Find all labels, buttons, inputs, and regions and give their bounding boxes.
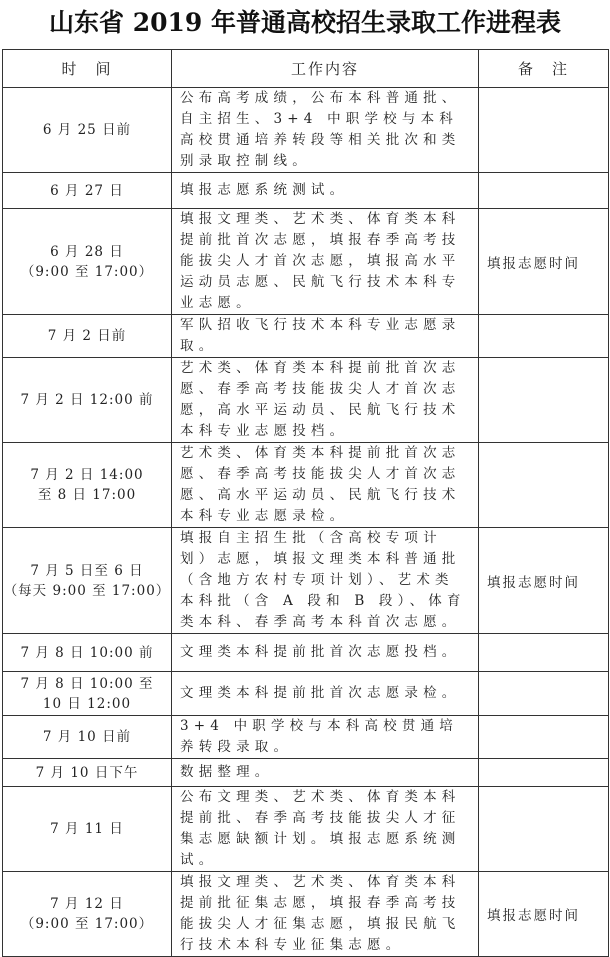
time-cell: 7 月 8 日 10:00 前 — [3, 634, 172, 672]
table-row — [3, 209, 609, 315]
work-content-cell: 数据整理。 — [172, 759, 479, 787]
table-row — [3, 634, 609, 672]
time-cell: 7 月 8 日 10:00 至 10 日 12:00 — [3, 672, 172, 716]
table-row — [3, 173, 609, 209]
note-cell — [479, 787, 609, 872]
note-cell: 填报志愿时间 — [479, 528, 609, 634]
page-title: 山东省 2019 年普通高校招生录取工作进程表 — [49, 8, 561, 37]
table-row — [3, 759, 609, 787]
work-content-cell: 填报文理类、艺术类、体育类本科提前批首次志愿，填报春季高考技能拔尖人才首次志愿，填报高水平运动员志愿、民航飞行技术本科专业志愿。 — [172, 209, 479, 315]
work-content-cell: 公布高考成绩，公布本科普通批、自主招生、3+4 中职学校与本科高校贯通培养转段等相关批次和类别录取控制线。 — [172, 88, 479, 173]
table-row — [3, 315, 609, 358]
work-content-cell: 军队招收飞行技术本科专业志愿录取。 — [172, 315, 479, 358]
time-cell: 7 月 5 日至 6 日 （每天 9:00 至 17:00） — [3, 528, 172, 634]
note-cell: 填报志愿时间 — [479, 209, 609, 315]
note-cell — [479, 634, 609, 672]
table-row — [3, 358, 609, 443]
header-time: 时 间 — [3, 50, 172, 88]
time-cell: 7 月 2 日 12:00 前 — [3, 358, 172, 443]
time-cell: 7 月 11 日 — [3, 787, 172, 872]
time-cell: 6 月 27 日 — [3, 173, 172, 209]
time-cell: 7 月 2 日 14:00 至 8 日 17:00 — [3, 443, 172, 528]
time-cell: 7 月 2 日前 — [3, 315, 172, 358]
note-cell: 填报志愿时间 — [479, 872, 609, 957]
note-cell — [479, 173, 609, 209]
table-row — [3, 716, 609, 759]
time-cell: 7 月 10 日前 — [3, 716, 172, 759]
work-content-cell: 填报志愿系统测试。 — [172, 173, 479, 209]
table-row — [3, 443, 609, 528]
admission-schedule-table — [2, 49, 609, 957]
note-cell — [479, 759, 609, 787]
work-content-cell: 3+4 中职学校与本科高校贯通培养转段录取。 — [172, 716, 479, 759]
time-cell: 6 月 25 日前 — [3, 88, 172, 173]
table-row — [3, 528, 609, 634]
work-content-cell: 填报文理类、艺术类、体育类本科提前批征集志愿，填报春季高考技能拔尖人才征集志愿，填报民航飞行技术本科专业征集志愿。 — [172, 872, 479, 957]
table-row — [3, 872, 609, 957]
work-content-cell: 填报自主招生批（含高校专项计划）志愿，填报文理类本科普通批（含地方农村专项计划）、艺术类本科批（含 A 段和 B 段）、体育类本科、春季高考本科首次志愿。 — [172, 528, 479, 634]
work-content-cell: 文理类本科提前批首次志愿录检。 — [172, 672, 479, 716]
note-cell — [479, 358, 609, 443]
note-cell — [479, 88, 609, 173]
work-content-cell: 文理类本科提前批首次志愿投档。 — [172, 634, 479, 672]
time-cell: 7 月 12 日 （9:00 至 17:00） — [3, 872, 172, 957]
time-cell: 7 月 10 日下午 — [3, 759, 172, 787]
time-cell: 6 月 28 日 （9:00 至 17:00） — [3, 209, 172, 315]
table-row — [3, 88, 609, 173]
note-cell — [479, 716, 609, 759]
note-cell — [479, 672, 609, 716]
header-note: 备 注 — [479, 50, 609, 88]
note-cell — [479, 443, 609, 528]
header-work: 工作内容 — [172, 50, 479, 88]
note-cell — [479, 315, 609, 358]
work-content-cell: 公布文理类、艺术类、体育类本科提前批、春季高考技能拔尖人才征集志愿缺额计划。填报志愿系统测试。 — [172, 787, 479, 872]
work-content-cell: 艺术类、体育类本科提前批首次志愿、春季高考技能拔尖人才首次志愿，高水平运动员、民航飞行技术本科专业志愿投档。 — [172, 358, 479, 443]
table-row — [3, 672, 609, 716]
work-content-cell: 艺术类、体育类本科提前批首次志愿、春季高考技能拔尖人才首次志愿、高水平运动员、民航飞行技术本科专业志愿录检。 — [172, 443, 479, 528]
table-row — [3, 787, 609, 872]
table-header-row — [3, 50, 609, 88]
